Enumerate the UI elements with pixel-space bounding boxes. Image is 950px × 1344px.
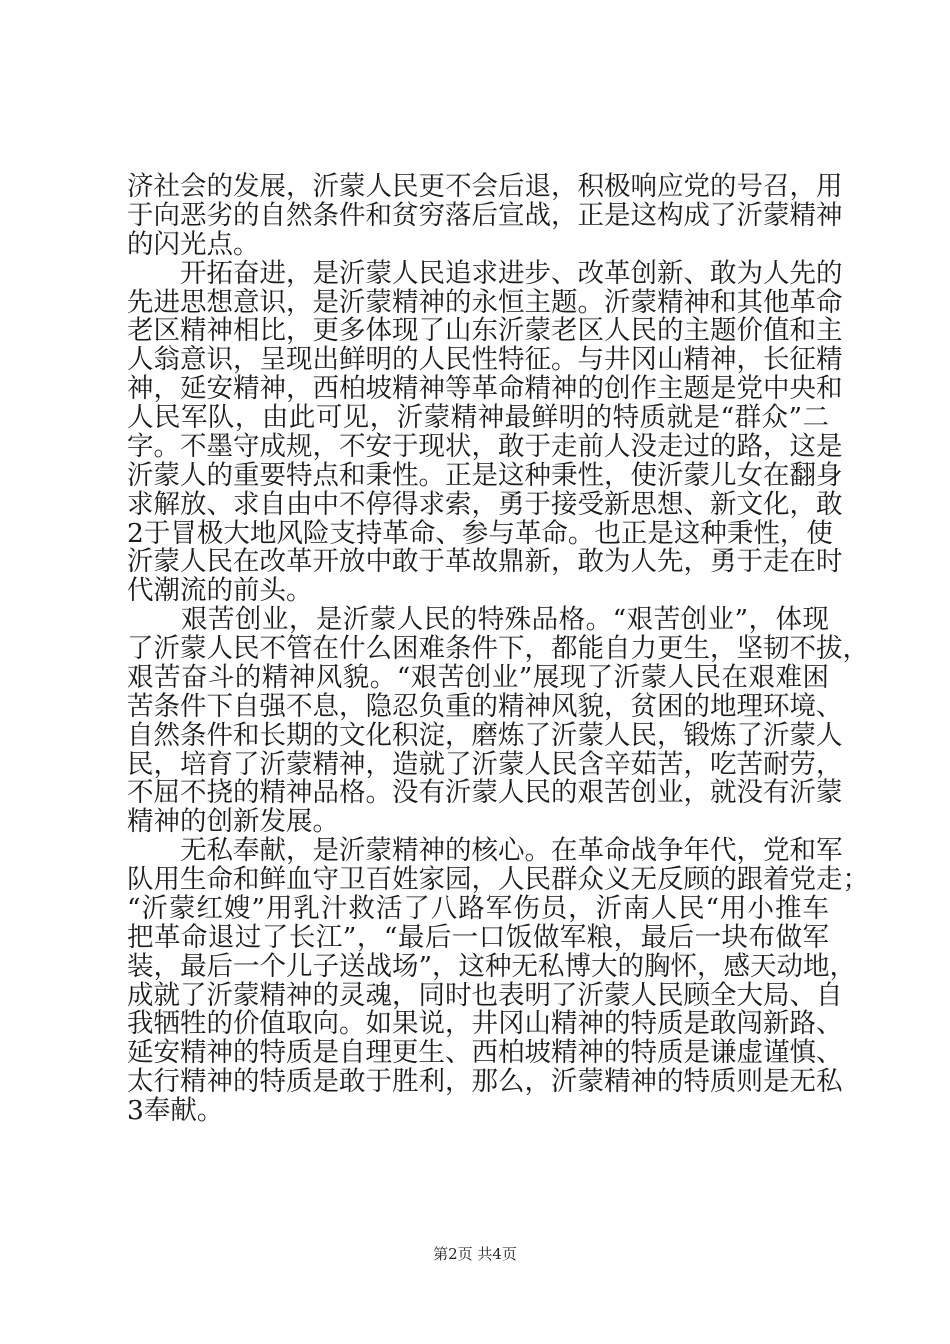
page-number-footer: 第2页 共4页 — [433, 1245, 517, 1263]
text-line: 队用生命和鲜血守卫百姓家园，人民群众义无反顾的跟着党走； — [127, 864, 869, 895]
text-line: 成就了沂蒙精神的灵魂，同时也表明了沂蒙人民顾全大局、自 — [127, 980, 843, 1011]
text-line: 先进思想意识，是沂蒙精神的永恒主题。沂蒙精神和其他革命 — [127, 287, 843, 318]
text-line: 延安精神的特质是自理更生、西柏坡精神的特质是谦虚谨慎、 — [127, 1037, 843, 1068]
text-line: 于向恶劣的自然条件和贫穷落后宣战，正是这构成了沂蒙精神 — [127, 200, 843, 231]
text-line: 民，培育了沂蒙精神，造就了沂蒙人民含辛茹苦，吃苦耐劳， — [127, 749, 843, 780]
text-line: 无私奉献，是沂蒙精神的核心。在革命战争年代，党和军 — [127, 835, 843, 866]
text-line: “沂蒙红嫂”用乳汁救活了八路军伤员，沂南人民“用小推车 — [127, 893, 829, 924]
text-line: 3奉献。 — [127, 1095, 224, 1126]
text-line: 人民军队，由此可见，沂蒙精神最鲜明的特质就是“群众”二 — [127, 402, 829, 433]
text-line: 开拓奋进，是沂蒙人民追求进步、改革创新、敢为人先的 — [127, 258, 843, 289]
text-line: 我牺牲的价值取向。如果说，井冈山精神的特质是敢闯新路、 — [127, 1008, 843, 1039]
text-line: 神，延安精神，西柏坡精神等革命精神的创作主题是党中央和 — [127, 373, 843, 404]
text-line: 不屈不挠的精神品格。没有沂蒙人民的艰苦创业，就没有沂蒙 — [127, 777, 843, 808]
text-line: 人翁意识，呈现出鲜明的人民性特征。与井冈山精神，长征精 — [127, 344, 843, 375]
text-line: 沂蒙人的重要特点和秉性。正是这种秉性，使沂蒙儿女在翻身 — [127, 460, 843, 491]
text-line: 了沂蒙人民不管在什么困难条件下，都能自力更生，坚韧不拔， — [127, 633, 869, 664]
text-line: 济社会的发展，沂蒙人民更不会后退，积极响应党的号召，用 — [127, 171, 843, 202]
text-line: 的闪光点。 — [127, 229, 260, 260]
text-line: 艰苦创业，是沂蒙人民的特殊品格。“艰苦创业”，体现 — [127, 604, 829, 635]
text-line: 装，最后一个儿子送战场”，这种无私博大的胸怀，感天动地， — [127, 951, 857, 982]
text-line: 精神的创新发展。 — [127, 806, 339, 837]
text-line: 艰苦奋斗的精神风貌。“艰苦创业”展现了沂蒙人民在艰难困 — [127, 662, 829, 693]
text-line: 求解放、求自由中不停得求索，勇于接受新思想、新文化，敢 — [127, 489, 843, 520]
text-line: 把革命退过了长江”，“最后一口饭做军粮，最后一块布做军 — [127, 922, 829, 953]
text-line: 太行精神的特质是敢于胜利，那么，沂蒙精神的特质则是无私 — [127, 1066, 843, 1097]
text-line: 字。不墨守成规，不安于现状，敢于走前人没走过的路，这是 — [127, 431, 843, 462]
text-line: 苦条件下自强不息，隐忍负重的精神风貌，贫困的地理环境、 — [127, 691, 843, 722]
text-line: 2于冒极大地风险支持革命、参与革命。也正是这种秉性，使 — [127, 518, 833, 549]
text-line: 老区精神相比，更多体现了山东沂蒙老区人民的主题价值和主 — [127, 315, 843, 346]
text-line: 沂蒙人民在改革开放中敢于革故鼎新，敢为人先，勇于走在时 — [127, 546, 843, 577]
text-line: 代潮流的前头。 — [127, 575, 313, 606]
text-line: 自然条件和长期的文化积淀，磨炼了沂蒙人民，锻炼了沂蒙人 — [127, 720, 843, 751]
